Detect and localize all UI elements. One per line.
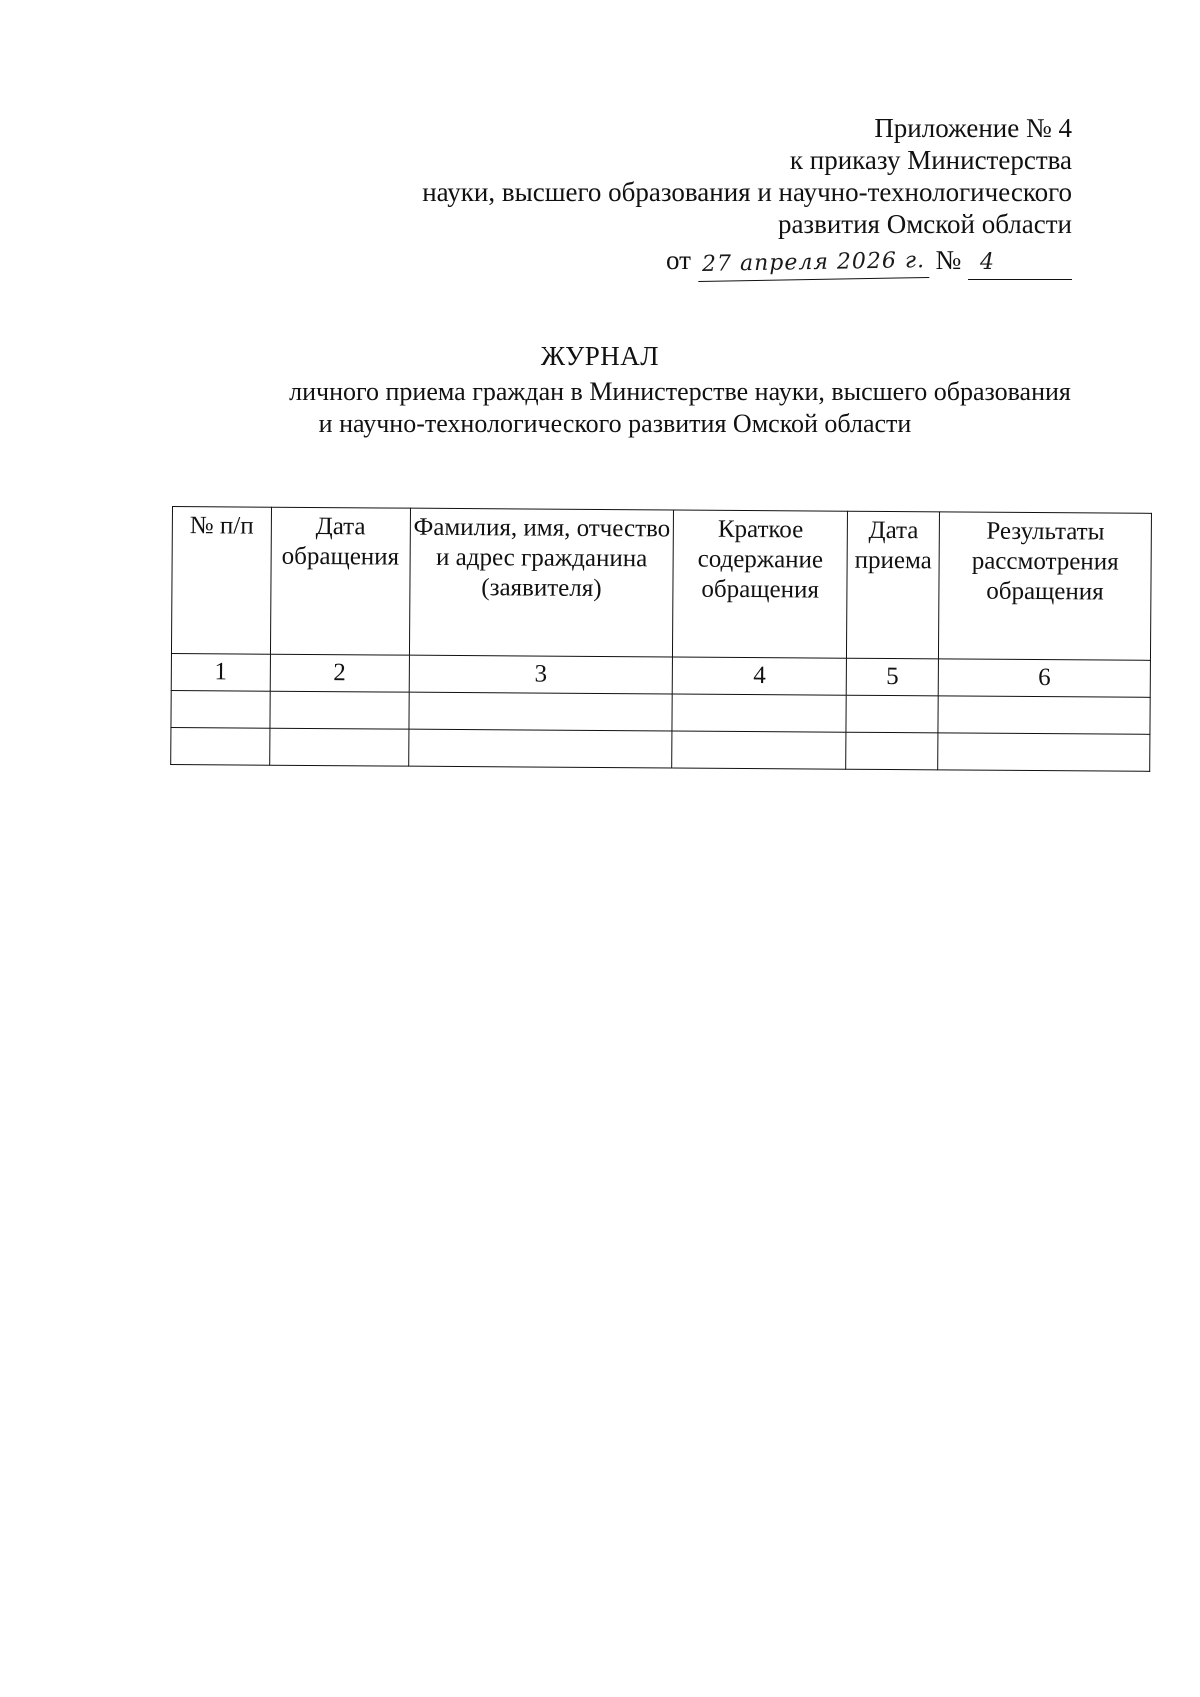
header-applicant: Фамилия, имя, отчество и адрес гражданина (заявителя) [409,508,674,657]
subtitle-line-1: личного приема граждан в Министерстве науки, высшего образования [289,377,1071,406]
date-prefix: от [665,245,691,275]
handwritten-date: 27 апреля 2026 г. [697,242,929,282]
column-number-3: 3 [409,655,673,694]
column-number-4: 4 [673,657,847,695]
column-number-1: 1 [171,653,270,691]
header-summary: Краткое содержание обращения [673,510,848,658]
appendix-ministry-name: науки, высшего образования и научно-технологического [422,177,1072,207]
appendix-date-line [312,244,1072,280]
subtitle-line-2: и научно-технологического развития Омской области [318,409,912,438]
header-results: Результаты рассмотрения обращения [939,512,1152,660]
appendix-header [312,112,1072,280]
number-label: № [935,245,962,275]
table-cell [270,691,409,729]
document-subtitle [240,376,1120,440]
column-number-6: 6 [938,659,1150,697]
appendix-ministry-region: развития Омской области [777,209,1072,239]
table-cell [408,729,672,768]
header-reception-date: Дата приема [847,511,940,659]
table-cell [171,690,270,728]
table-cell [409,692,673,731]
document-title: ЖУРНАЛ [540,341,660,371]
table-cell [846,732,938,770]
header-number: № п/п [171,507,271,655]
table-cell [672,694,846,732]
table-cell [672,731,846,769]
table-cell [938,696,1150,734]
table-row [171,727,1150,771]
appendix-title: Приложение № 4 [874,113,1072,143]
table-cell [171,727,270,765]
column-number-5: 5 [846,658,938,696]
appendix-order-ref: к приказу Министерства [789,145,1072,175]
table-cell [846,695,938,733]
table-cell [938,733,1150,771]
header-appeal-date: Дата обращения [270,507,410,655]
journal-table [170,506,1152,772]
handwritten-number: 4 [968,244,1072,280]
table-cell [269,728,408,766]
table-header-row [171,507,1151,661]
column-number-2: 2 [270,654,409,692]
